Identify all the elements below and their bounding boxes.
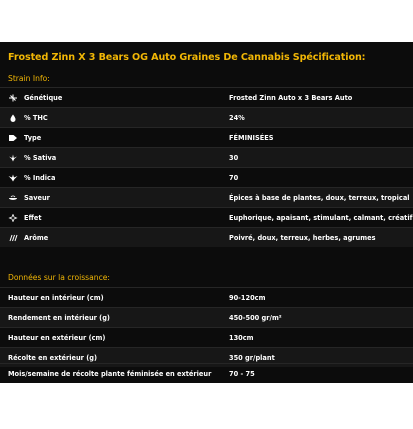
growth-row-indoor-height: Hauteur en intérieur (cm) 90-120cm <box>0 287 413 307</box>
spec-row-aroma: Arôme Poivré, doux, terreux, herbes, agrumes <box>0 227 413 247</box>
growth-row-harvest-month: Mois/semaine de récolte plante féminisée en extérieur 70 - 75 <box>0 363 413 383</box>
tag-icon <box>8 134 18 142</box>
specification-panel <box>0 42 413 383</box>
spec-row-genetics: Génétique Frosted Zinn Auto x 3 Bears Auto <box>0 87 413 107</box>
spec-row-type: Type FÉMINISÉES <box>0 127 413 147</box>
spec-row-flavor: Saveur Épices à base de plantes, doux, terreux, tropical <box>0 187 413 207</box>
flavor-icon <box>8 194 18 202</box>
thc-drop-icon <box>8 114 18 122</box>
indica-leaf-icon <box>8 174 18 182</box>
sativa-leaf-icon <box>8 154 18 162</box>
spec-row-sativa: % Sativa 30 <box>0 147 413 167</box>
effect-icon <box>8 214 18 222</box>
spec-title: Frosted Zinn X 3 Bears OG Auto Graines De Cannabis Spécification: <box>8 52 366 63</box>
genetics-icon <box>8 94 18 102</box>
spec-row-indica: % Indica 70 <box>0 167 413 187</box>
growth-data-heading: Données sur la croissance: <box>8 273 110 282</box>
spec-row-effect: Effet Euphorique, apaisant, stimulant, calmant, créatif <box>0 207 413 227</box>
growth-row-outdoor-height: Hauteur en extérieur (cm) 130cm <box>0 327 413 347</box>
aroma-icon <box>8 234 18 242</box>
growth-row-outdoor-harvest: Récolte en extérieur (g) 350 gr/plant <box>0 347 413 367</box>
growth-row-indoor-yield: Rendement en intérieur (g) 450-500 gr/m² <box>0 307 413 327</box>
strain-info-heading: Strain Info: <box>8 74 50 83</box>
spec-row-thc: % THC 24% <box>0 107 413 127</box>
